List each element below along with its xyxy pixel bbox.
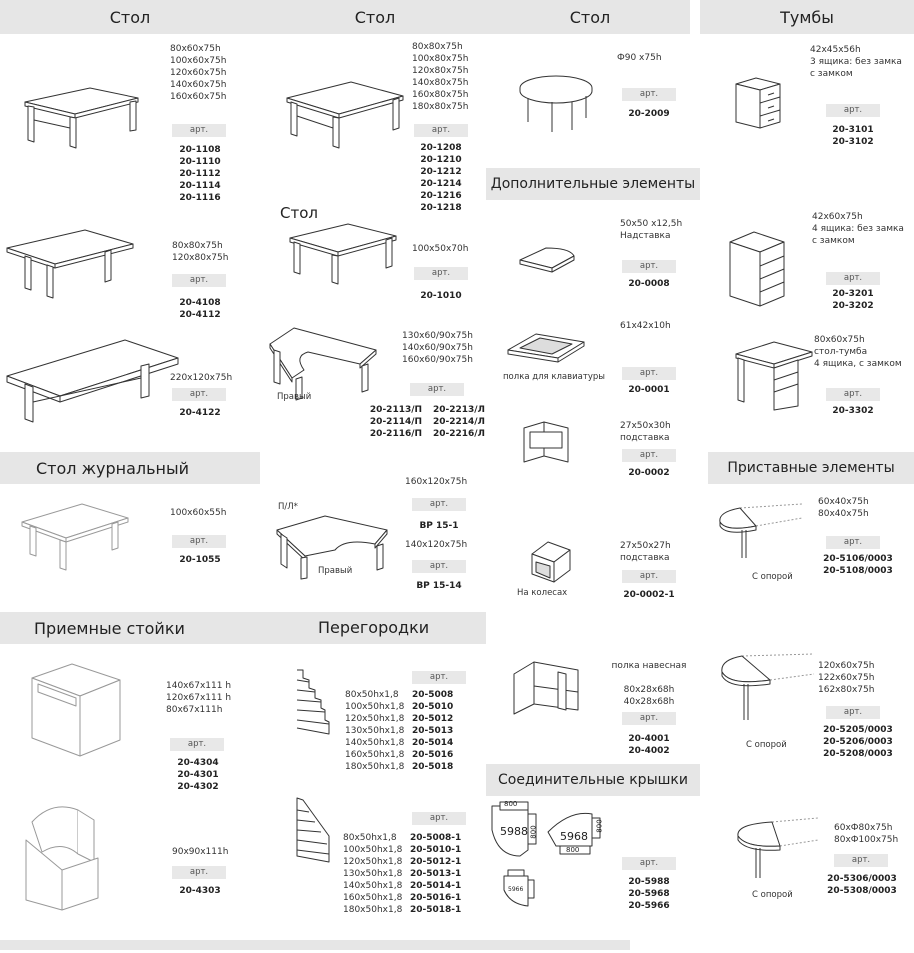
header-desk-small: Стол (280, 204, 318, 222)
conn-dim-800a: 800 (504, 800, 518, 808)
desk7-code2: BP 15-14 (416, 581, 462, 591)
desk-drawing (285, 76, 405, 151)
header-coffee-table: Стол журнальный (0, 452, 260, 484)
ext2-label: С опорой (746, 740, 787, 750)
desk7-size2: 140x120x75h (405, 540, 468, 550)
art-label: арт. (622, 367, 676, 380)
partition-drawing (295, 796, 335, 866)
art-label: арт. (622, 857, 676, 870)
desk-pedestal-drawing (734, 340, 814, 412)
header-desks-1: Стол (0, 0, 260, 34)
addon5-sizes: полка навесная 80x28x68h 40x28x68h (611, 661, 687, 707)
reception-corner-drawing (22, 800, 102, 910)
ext3-sizes: 60xФ80x75h 80xФ100x75h (834, 823, 899, 845)
pedestal-drawing (728, 230, 788, 310)
art-label: арт. (412, 560, 466, 573)
header-partitions: Перегородки (318, 618, 430, 637)
conn-label-5988: 5988 (500, 825, 528, 838)
desk6-codes-right: 20-2113/П 20-2114/П 20-2116/П (369, 405, 423, 439)
desk7-code1: BP 15-1 (419, 521, 459, 531)
header-connectors: Соединительные крышки (486, 764, 700, 796)
art-label: арт. (826, 536, 880, 549)
ext2-sizes: 120x60x75h 122x60x75h 162x80x75h (818, 661, 875, 695)
reception-desk-drawing (28, 660, 123, 760)
partition2-sizes: 80x50hx1,8 100x50hx1,8 120x50hx1,8 130x50hx1,8 140x50hx1,8 160x50hx1,8 180x50hx1,8 (343, 833, 403, 915)
extension-drawing (716, 500, 806, 560)
desk3-sizes: 220x120x75h (170, 373, 233, 383)
desk7-label: Правый (318, 566, 353, 576)
conn-dim-800c: 800 (595, 819, 604, 833)
art-label: арт. (622, 88, 676, 101)
ped2-codes: 20-3201 20-3202 (832, 289, 874, 311)
art-label: арт. (826, 272, 880, 285)
stand-drawing (522, 418, 572, 466)
art-label: арт. (170, 738, 224, 751)
round-table-drawing (516, 72, 596, 134)
art-label: арт. (826, 388, 880, 401)
reception2-codes: 20-4303 (179, 886, 221, 896)
partition2-codes: 20-5008-1 20-5010-1 20-5012-1 20-5013-1 20-5014-1 20-5016-1 20-5018-1 (410, 833, 462, 915)
round-sizes: Ф90 x75h (617, 53, 662, 63)
addon2-sizes: 61x42x10h (620, 321, 671, 331)
ext3-codes: 20-5306/0003 20-5308/0003 (827, 874, 897, 896)
art-label: арт. (414, 124, 468, 137)
addon1-sizes: 50x50 x12,5h Надставка (620, 219, 683, 241)
desk4-sizes: 80x80x75h 100x80x75h 120x80x75h 140x80x75h 160x80x75h 180x80x75h (412, 42, 469, 112)
art-label: арт. (172, 388, 226, 401)
art-label: арт. (622, 570, 676, 583)
round-codes: 20-2009 (628, 109, 670, 119)
art-label: арт. (172, 866, 226, 879)
addon5-codes: 20-4001 20-4002 (628, 734, 670, 756)
reception1-codes: 20-4304 20-4301 20-4302 (177, 758, 219, 792)
art-label: арт. (410, 383, 464, 396)
conn-dim-800b: 800 (529, 825, 538, 839)
desk-drawing (5, 336, 180, 426)
header-desks-2: Стол (260, 0, 490, 34)
reception1-sizes: 140x67x111 h 120x67x111 h 80x67x111h (166, 681, 232, 715)
conn-label-5968: 5968 (560, 830, 588, 843)
coffee-codes: 20-1055 (179, 555, 221, 565)
addon3-sizes: 27x50x30h подставка (620, 421, 671, 443)
desk4-codes: 20-1208 20-1210 20-1212 20-1214 20-1216 20-1218 (420, 143, 462, 213)
partition1-sizes: 80x50hx1,8 100x50hx1,8 120x50hx1,8 130x50hx1,8 140x50hx1,8 160x50hx1,8 180x50hx1,8 (345, 690, 405, 772)
desk6-sizes: 130x60/90x75h 140x60/90x75h 160x60/90x75h (402, 331, 473, 365)
header-reception: Приемные стойки (0, 612, 486, 644)
connector-covers-drawing (490, 800, 610, 920)
art-label: арт. (622, 712, 676, 725)
ext2-codes: 20-5205/0003 20-5206/0003 20-5208/0003 (823, 725, 893, 759)
header-desks-3: Стол (490, 0, 690, 34)
ext3-label: С опорой (752, 890, 793, 900)
desk5-codes: 20-1010 (420, 291, 462, 301)
desk2-codes: 20-4108 20-4112 (179, 298, 221, 320)
desk3-codes: 20-4122 (179, 408, 221, 418)
ped1-codes: 20-3101 20-3102 (832, 125, 874, 147)
header-additional: Дополнительные элементы (486, 168, 700, 200)
desk7-pl-label: П/Л* (278, 502, 298, 512)
coffee-sizes: 100x60x55h (170, 508, 227, 518)
header-pedestals: Тумбы (700, 0, 914, 34)
coffee-table-drawing (20, 494, 130, 574)
partition-drawing (295, 668, 335, 740)
desk-drawing (5, 226, 135, 301)
desk7-size1: 160x120x75h (405, 477, 468, 487)
addon3-codes: 20-0002 (628, 468, 670, 478)
addon2-codes: 20-0001 (628, 385, 670, 395)
ped3-codes: 20-3302 (832, 406, 874, 416)
addon1-codes: 20-0008 (628, 279, 670, 289)
extension-drawing (732, 814, 822, 880)
desk1-codes: 20-1108 20-1110 20-1112 20-1114 20-1116 (179, 145, 221, 203)
addon4-codes: 20-0002-1 (623, 590, 675, 600)
pedestal-drawing (734, 76, 784, 134)
ext1-codes: 20-5106/0003 20-5108/0003 (823, 554, 893, 576)
desk1-sizes: 80x60x75h 100x60x75h 120x60x75h 140x60x75h 160x60x75h (170, 44, 227, 102)
desk2-sizes: 80x80x75h 120x80x75h (172, 241, 229, 263)
conn-label-5966: 5966 (508, 886, 524, 893)
stand-wheels-drawing (530, 540, 572, 586)
addon2-label: полка для клавиатуры (503, 372, 605, 382)
art-label: арт. (414, 267, 468, 280)
partition1-codes: 20-5008 20-5010 20-5012 20-5013 20-5014 20-5016 20-5018 (412, 690, 454, 772)
ped1-sizes: 42x45x56h 3 ящика: без замка с замком (810, 45, 902, 79)
desk-drawing (288, 218, 398, 288)
desk6-label: Правый (277, 392, 312, 402)
bottom-bar (0, 940, 630, 950)
art-label: арт. (412, 671, 466, 684)
art-label: арт. (834, 854, 888, 867)
keyboard-shelf-drawing (506, 326, 586, 366)
extension-drawing (718, 650, 818, 724)
ped3-sizes: 80x60x75h стол-тумба 4 ящика, с замком (814, 335, 902, 369)
art-label: арт. (622, 449, 676, 462)
ext1-label: С опорой (752, 572, 793, 582)
ped2-sizes: 42x60x75h 4 ящика: без замка с замком (812, 212, 904, 246)
art-label: арт. (412, 498, 466, 511)
art-label: арт. (412, 812, 466, 825)
header-extensions: Приставные элементы (708, 452, 914, 484)
art-label: арт. (172, 535, 226, 548)
addon4-sizes: 27x50x27h подставка (620, 541, 671, 563)
addon4-label: На колесах (517, 588, 568, 598)
art-label: арт. (622, 260, 676, 273)
conn-codes: 20-5988 20-5968 20-5966 (628, 877, 670, 911)
reception2-sizes: 90x90x111h (172, 847, 229, 857)
art-label: арт. (826, 104, 880, 117)
hanging-shelf-drawing (512, 660, 582, 716)
art-label: арт. (172, 274, 226, 287)
art-label: арт. (826, 706, 880, 719)
corner-desk-drawing (268, 322, 378, 402)
desk-drawing (20, 80, 140, 150)
top-extension-drawing (518, 244, 578, 276)
desk5-sizes: 100x50x70h (412, 244, 469, 254)
conn-dim-800d: 800 (566, 846, 580, 854)
ext1-sizes: 60x40x75h 80x40x75h (818, 497, 869, 519)
desk6-codes-left: 20-2213/Л 20-2214/Л 20-2216/Л (432, 405, 486, 439)
art-label: арт. (172, 124, 226, 137)
